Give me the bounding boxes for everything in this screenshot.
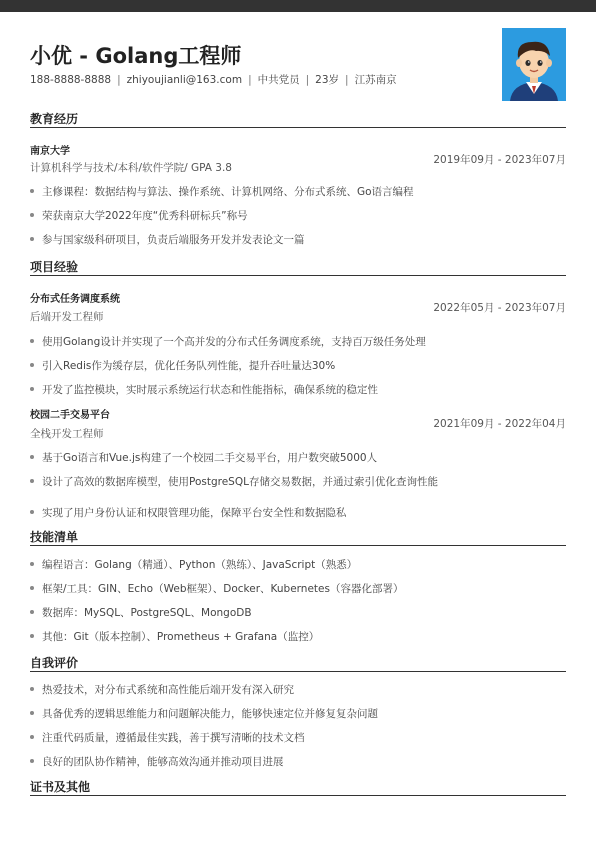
bullet-icon	[30, 735, 34, 739]
separator: |	[305, 74, 310, 86]
section-title-certificates: 证书及其他	[30, 780, 91, 794]
list-item: 具备优秀的逻辑思维能力和问题解决能力，能够快速定位并修复复杂问题	[30, 706, 378, 721]
avatar	[502, 28, 566, 101]
bullet-icon	[30, 189, 34, 193]
list-item: 基于Go语言和Vue.js构建了一个校园二手交易平台，用户数突破5000人	[30, 450, 377, 465]
resume-name: 小优 - Golang工程师	[30, 44, 242, 68]
school-name: 南京大学	[30, 146, 70, 157]
project-title: 分布式任务调度系统	[30, 294, 120, 305]
bullet-icon	[30, 213, 34, 217]
separator: |	[117, 74, 121, 86]
location: 江苏南京	[354, 74, 397, 86]
bullet-icon	[30, 510, 34, 514]
list-item: 开发了监控模块，实时展示系统运行状态和性能指标，确保系统的稳定性	[30, 382, 378, 397]
boy-avatar-icon	[502, 28, 566, 101]
list-item: 数据库：MySQL、PostgreSQL、MongoDB	[30, 605, 252, 620]
project-date: 2022年05月 - 2023年07月	[433, 302, 566, 314]
list-item: 注重代码质量，遵循最佳实践，善于撰写清晰的技术文档	[30, 730, 305, 745]
bullet-icon	[30, 562, 34, 566]
list-item: 引入Redis作为缓存层，优化任务队列性能，提升吞吐量达30%	[30, 358, 335, 373]
section-divider	[30, 127, 566, 128]
list-item: 热爱技术，对分布式系统和高性能后端开发有深入研究	[30, 682, 294, 697]
section-title-education: 教育经历	[30, 112, 79, 126]
political-status: 中共党员	[257, 74, 300, 86]
bullet-icon	[30, 363, 34, 367]
age: 23岁	[315, 74, 340, 86]
section-divider	[30, 545, 566, 546]
project-role: 全栈开发工程师	[30, 428, 104, 440]
list-item: 参与国家级科研项目，负责后端服务开发并发表论文一篇	[30, 232, 305, 247]
list-item: 设计了高效的数据库模型，使用PostgreSQL存储交易数据，并通过索引优化查询性能	[30, 474, 438, 489]
section-divider	[30, 795, 566, 796]
email: zhiyoujianli@163.com	[126, 74, 243, 86]
bullet-icon	[30, 687, 34, 691]
list-item: 荣获南京大学2022年度“优秀科研标兵”称号	[30, 208, 248, 223]
separator: |	[345, 74, 349, 86]
list-item: 良好的团队协作精神，能够高效沟通并推动项目进展	[30, 754, 284, 769]
section-divider	[30, 671, 566, 672]
bullet-icon	[30, 759, 34, 763]
separator: |	[248, 74, 252, 86]
phone: 188-8888-8888	[30, 74, 112, 86]
education-date: 2019年09月 - 2023年07月	[433, 154, 566, 166]
list-item: 主修课程：数据结构与算法、操作系统、计算机网络、分布式系统、Go语言编程	[30, 184, 414, 199]
bullet-icon	[30, 711, 34, 715]
project-role: 后端开发工程师	[30, 311, 104, 323]
section-divider	[30, 275, 566, 276]
list-item: 框架/工具：GIN、Echo（Web框架）、Docker、Kubernetes（容器化部署）	[30, 581, 403, 596]
section-title-skills: 技能清单	[30, 530, 79, 544]
section-title-projects: 项目经验	[30, 260, 79, 274]
section-title-self-evaluation: 自我评价	[30, 656, 79, 670]
bullet-icon	[30, 237, 34, 241]
contact-line	[30, 72, 397, 87]
top-bar	[0, 0, 596, 12]
education-detail: 计算机科学与技术/本科/软件学院/ GPA 3.8	[30, 162, 232, 174]
bullet-icon	[30, 610, 34, 614]
list-item: 编程语言：Golang（精通）、Python（熟练）、JavaScript（熟悉）	[30, 557, 357, 572]
bullet-icon	[30, 479, 34, 483]
bullet-icon	[30, 455, 34, 459]
bullet-icon	[30, 586, 34, 590]
bullet-icon	[30, 387, 34, 391]
project-title: 校园二手交易平台	[30, 410, 110, 421]
list-item: 使用Golang设计并实现了一个高并发的分布式任务调度系统，支持百万级任务处理	[30, 334, 426, 349]
list-item: 实现了用户身份认证和权限管理功能，保障平台安全性和数据隐私	[30, 505, 347, 520]
bullet-icon	[30, 634, 34, 638]
project-date: 2021年09月 - 2022年04月	[433, 418, 566, 430]
bullet-icon	[30, 339, 34, 343]
list-item: 其他：Git（版本控制）、Prometheus + Grafana（监控）	[30, 629, 319, 644]
